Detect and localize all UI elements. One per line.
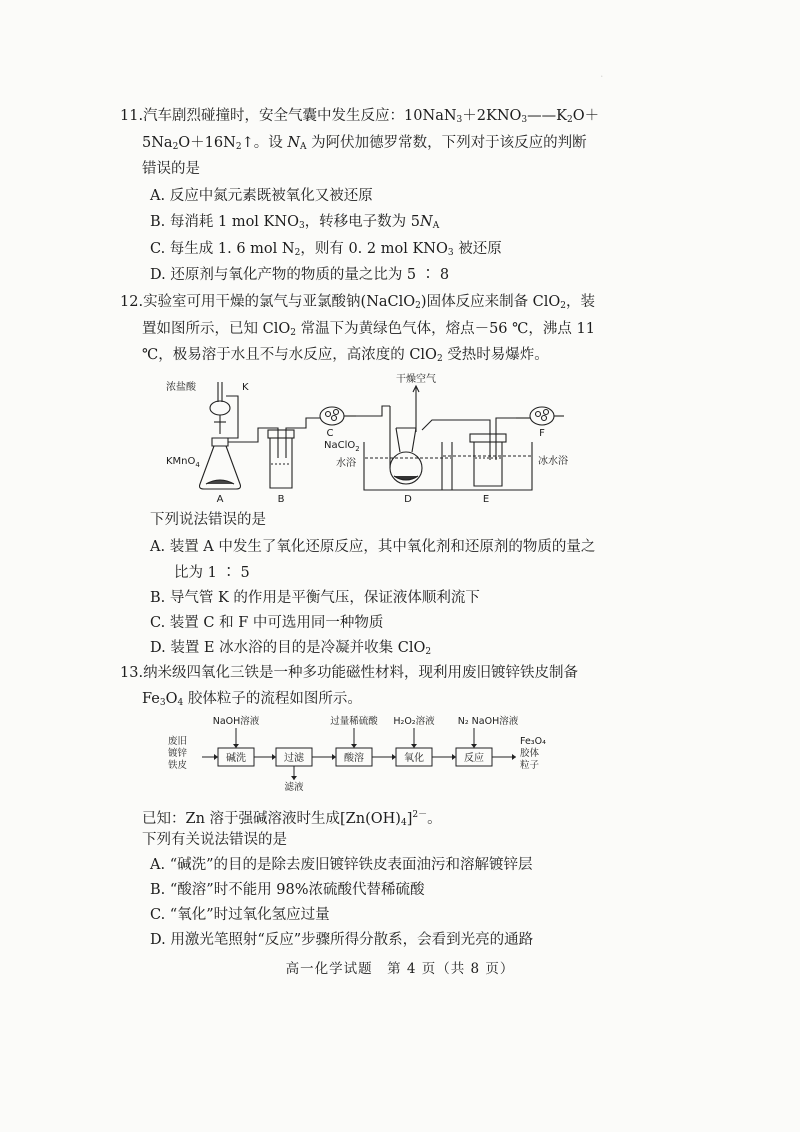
q11-option-c: C. 每生成 1. 6 mol $N_2$，则有 0. 2 mol $KNO_3$ 被还原 xyxy=(150,241,502,258)
flow-filtrate: 滤液 xyxy=(284,782,304,793)
flow-step-3: 酸溶 xyxy=(344,753,364,764)
q13-option-c: C. “氧化”时过氧化氢应过量 xyxy=(150,907,330,923)
q13-known: 已知：Zn 溶于强碱溶液时生成$[Zn(OH)_4]^{2-}$。 xyxy=(142,810,442,828)
flow-reagent-3: 过量稀硫酸 xyxy=(330,716,378,727)
q13-option-b: B. “酸溶”时不能用 98%浓硫酸代替稀硫酸 xyxy=(150,882,425,898)
label-k: K xyxy=(242,382,249,393)
label-kmno4: KMnO$_4$ xyxy=(166,456,200,469)
label-E: E xyxy=(482,494,490,502)
q12-option-b: B. 导气管 K 的作用是平衡气压，保证液体顺利流下 xyxy=(150,590,480,606)
label-water-bath: 水浴 xyxy=(336,458,356,469)
flow-reagent-1: NaOH溶液 xyxy=(212,716,260,727)
process-flow xyxy=(168,714,588,794)
flow-step-2: 过滤 xyxy=(284,753,304,764)
flow-product-3: 粒子 xyxy=(520,760,540,771)
q13-lead: 下列有关说法错误的是 xyxy=(142,832,287,848)
flow-product-2: 胶体 xyxy=(520,748,540,759)
q12-stem-line3: ℃，极易溶于水且不与水反应，高浓度的 ClO$_2$ 受热时易爆炸。 xyxy=(142,347,549,364)
label-ice-bath: 冰水浴 xyxy=(538,456,568,467)
q11-option-b: B. 每消耗 1 mol $KNO_3$，转移电子数为 $5N_A$ xyxy=(150,214,440,231)
label-F: F xyxy=(539,428,545,439)
q12-stem-line2: 置如图所示，已知 ClO$_2$ 常温下为黄绿色气体，熔点－56 ℃，沸点 11 xyxy=(142,321,595,338)
flow-reagent-4: H₂O₂溶液 xyxy=(393,716,435,727)
q13-option-a: A. “碱洗”的目的是除去废旧镀锌铁皮表面油污和溶解镀锌层 xyxy=(150,857,533,873)
q12-option-a-line2: 比为 1 ∶ 5 xyxy=(174,565,250,581)
q13-stem-line2: $Fe_3O_4$ 胶体粒子的流程如图所示。 xyxy=(142,691,362,708)
flow-raw-2: 镀锌 xyxy=(168,748,188,759)
flow-step-5: 反应 xyxy=(464,753,484,764)
flow-step-4: 氧化 xyxy=(404,753,424,764)
label-dry-air: 干燥空气 xyxy=(396,374,436,385)
label-A: A xyxy=(216,494,224,502)
stray-mark: · xyxy=(600,70,604,83)
q11-stem-line1: 11.汽车剧烈碰撞时，安全气囊中发生反应：$10NaN_3+2KNO_3——K_2O+$ xyxy=(120,108,600,125)
q12-stem-line1: 12.实验室可用干燥的氯气与亚氯酸钠(NaClO$_2$)固体反应来制备 ClO$_2$，装 xyxy=(120,294,596,311)
label-hcl: 浓盐酸 xyxy=(166,382,196,393)
flow-raw-1: 废旧 xyxy=(168,736,188,747)
label-D: D xyxy=(404,494,412,502)
q12-option-c: C. 装置 C 和 F 中可选用同一种物质 xyxy=(150,615,384,631)
flow-product-1: Fe₃O₄ xyxy=(520,736,546,747)
label-B: B xyxy=(277,494,285,502)
apparatus-figure xyxy=(160,372,580,502)
q12-option-d: D. 装置 E 冰水浴的目的是冷凝并收集 ClO$_2$ xyxy=(150,640,432,657)
q13-option-d: D. 用激光笔照射“反应”步骤所得分散系，会看到光亮的通路 xyxy=(150,932,534,948)
q11-option-d: D. 还原剂与氧化产物的物质的量之比为 5 ∶ 8 xyxy=(150,267,450,283)
flow-step-1: 碱洗 xyxy=(226,753,246,764)
label-naclo2: NaClO$_2$ xyxy=(324,440,360,453)
q12-lead: 下列说法错误的是 xyxy=(150,512,266,528)
q11-stem-line3: 错误的是 xyxy=(142,161,200,177)
q11-stem-line2: $5Na_2O+16N_2↑$。设 $N_A$ 为阿伏加德罗常数，下列对于该反应的判断 xyxy=(142,135,587,152)
label-C: C xyxy=(326,428,334,439)
q11-option-a: A. 反应中氮元素既被氧化又被还原 xyxy=(150,188,373,204)
flow-raw-3: 铁皮 xyxy=(168,760,188,771)
flow-reagent-5: N₂ NaOH溶液 xyxy=(457,716,519,727)
page-footer: 高一化学试题 第 4 页（共 8 页） xyxy=(285,961,515,977)
q13-stem-line1: 13.纳米级四氧化三铁是一种多功能磁性材料，现利用废旧镀锌铁皮制备 xyxy=(120,665,579,681)
q12-option-a-line1: A. 装置 A 中发生了氧化还原反应，其中氧化剂和还原剂的物质的量之 xyxy=(150,539,596,555)
